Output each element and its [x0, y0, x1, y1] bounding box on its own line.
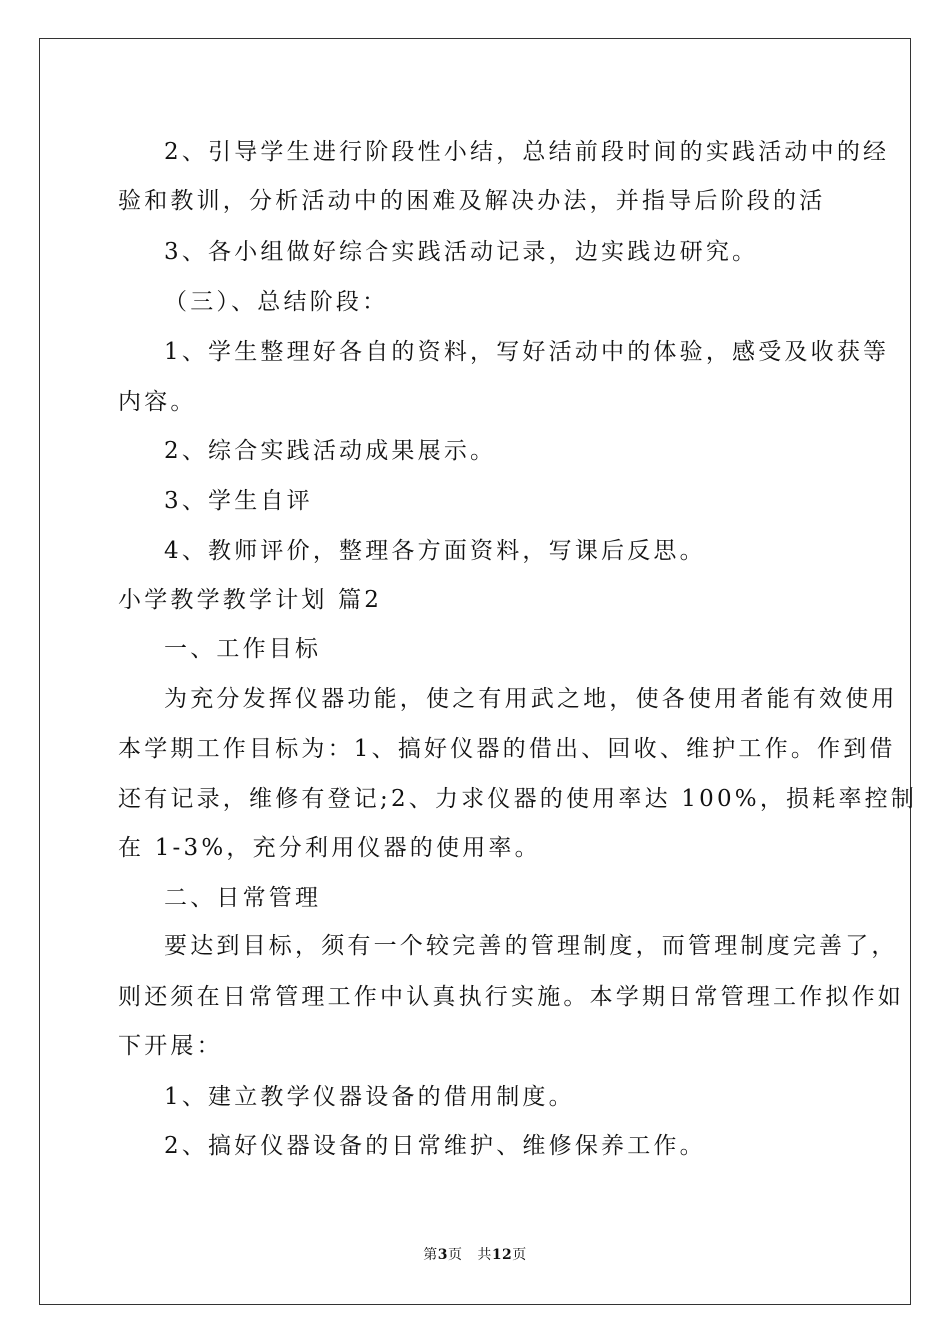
- paragraph-line: 内容。: [118, 389, 197, 415]
- page-number: 3: [437, 1247, 448, 1263]
- section-heading: （三）、总结阶段：: [164, 289, 389, 315]
- total-pages: 12: [491, 1247, 513, 1263]
- page-footer: [0, 1244, 950, 1264]
- page-frame: [39, 38, 911, 1305]
- total-suffix: 页: [512, 1247, 527, 1263]
- paragraph-line: 2、搞好仪器设备的日常维护、维修保养工作。: [164, 1133, 706, 1159]
- paragraph-line: 4、教师评价，整理各方面资料，写课后反思。: [164, 538, 706, 564]
- paragraph-line: 要达到目标，须有一个较完善的管理制度，而管理制度完善了，: [164, 933, 898, 959]
- paragraph-line: 还有记录，维修有登记;2、力求仪器的使用率达 100%，损耗率控制: [118, 786, 918, 812]
- paragraph-line: 3、学生自评: [164, 488, 313, 514]
- paragraph-line: 2、引导学生进行阶段性小结，总结前段时间的实践活动中的经: [164, 139, 890, 165]
- paragraph-line: 在 1-3%，充分利用仪器的使用率。: [118, 835, 541, 861]
- paragraph-line: 本学期工作目标为：1、搞好仪器的借出、回收、维护工作。作到借: [118, 736, 896, 762]
- page-suffix: 页: [447, 1247, 463, 1263]
- paragraph-line: 验和教训，分析活动中的困难及解决办法，并指导后阶段的活: [118, 188, 826, 214]
- paragraph-line: 为充分发挥仪器功能，使之有用武之地，使各使用者能有效使用: [164, 686, 898, 712]
- paragraph-line: 2、综合实践活动成果展示。: [164, 438, 497, 464]
- paragraph-line: 1、建立教学仪器设备的借用制度。: [164, 1084, 575, 1110]
- paragraph-line: 则还须在日常管理工作中认真执行实施。本学期日常管理工作拟作如: [118, 984, 904, 1010]
- section-heading: 二、日常管理: [164, 885, 322, 911]
- paragraph-line: 1、学生整理好各自的资料，写好活动中的体验，感受及收获等: [164, 339, 890, 365]
- page-prefix: 第: [423, 1247, 438, 1263]
- document-heading: 小学教学教学计划 篇2: [118, 587, 383, 613]
- total-prefix: 共: [477, 1247, 492, 1263]
- paragraph-line: 3、各小组做好综合实践活动记录，边实践边研究。: [164, 239, 759, 265]
- paragraph-line: 下开展：: [118, 1033, 223, 1059]
- section-heading: 一、工作目标: [164, 636, 322, 662]
